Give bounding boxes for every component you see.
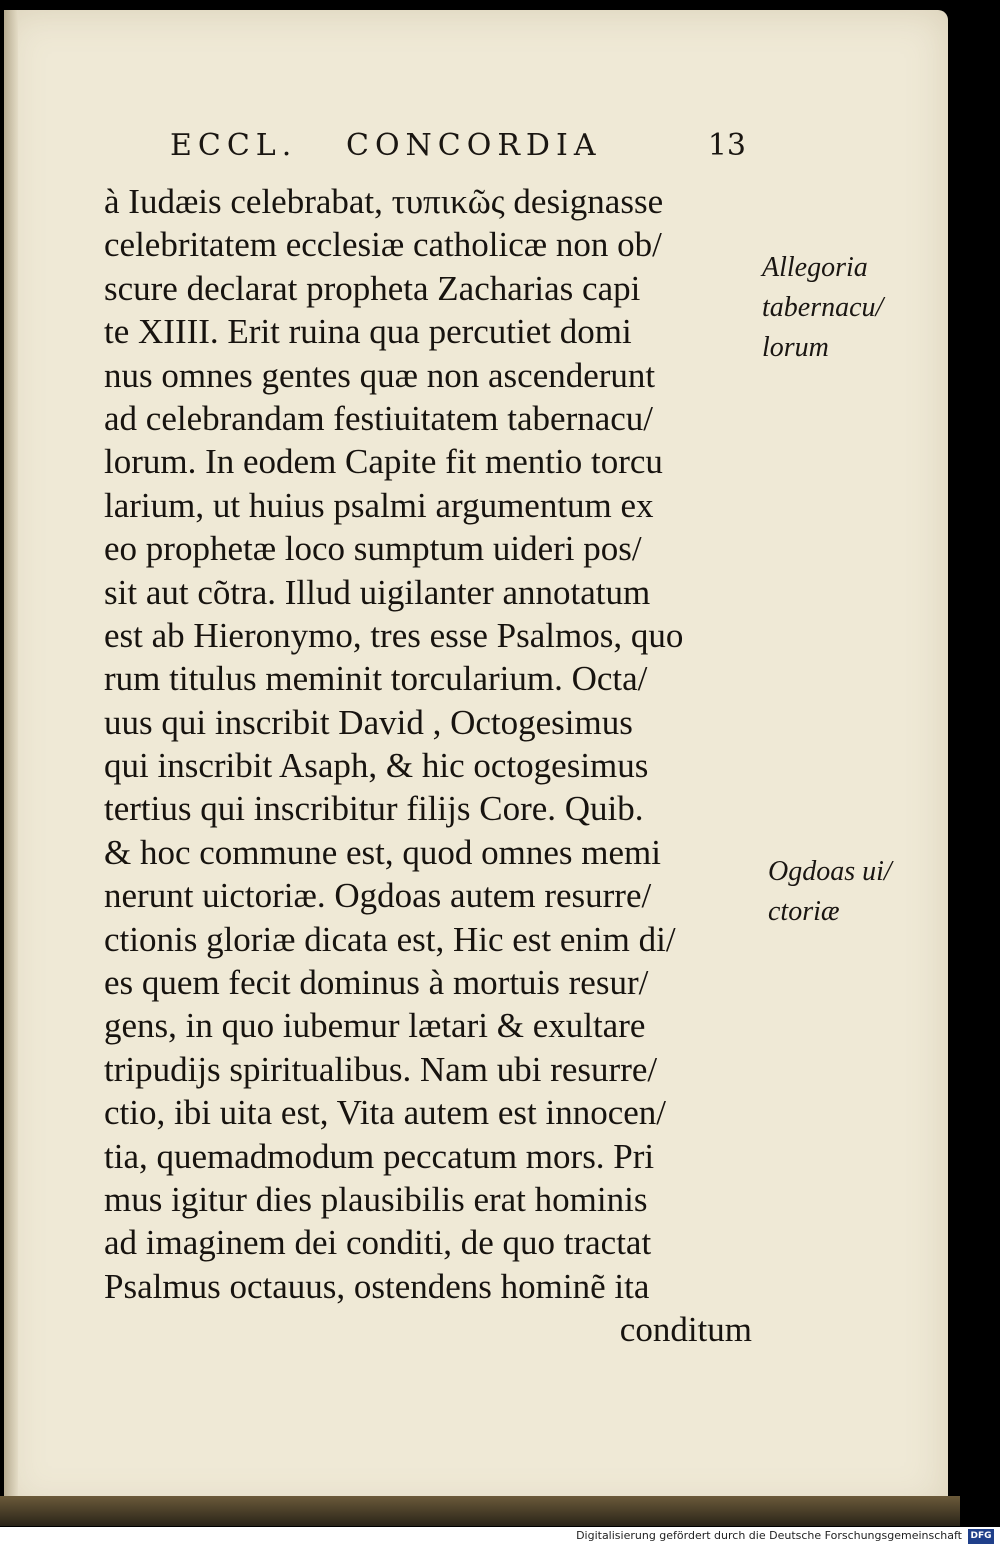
margin-note-line: Allegoria — [762, 252, 868, 283]
margin-note-ogdoas — [768, 852, 892, 932]
text-line: mus igitur dies plausibilis erat hominis — [104, 1179, 648, 1219]
text-line: rum titulus meminit torcularium. Octa/ — [104, 659, 648, 699]
text-line: ctio, ibi uita est, Vita autem est innocen/ — [104, 1093, 666, 1133]
text-line: est ab Hieronymo, tres esse Psalmos, quo — [104, 615, 684, 655]
text-line: tia, quemadmodum peccatum mors. Pri — [104, 1136, 655, 1176]
margin-note-line: ctoriæ — [768, 896, 840, 927]
header-title: CONCORDIA — [346, 128, 602, 163]
text-line: larium, ut huius psalmi argumentum ex — [104, 485, 654, 525]
main-text-block — [104, 180, 754, 1352]
text-line: à Iudæis celebrabat, τυπικῶς designasse — [104, 182, 664, 221]
text-line: eo prophetæ loco sumptum uideri pos/ — [104, 529, 642, 569]
text-line: es quem fecit dominus à mortuis resur/ — [104, 963, 649, 1003]
header-signature: ECCL. — [170, 128, 298, 163]
page-spine-shadow — [4, 10, 18, 1510]
dfg-logo: DFG — [968, 1529, 994, 1544]
text-line: nus omnes gentes quæ non ascenderunt — [104, 355, 656, 395]
margin-note-line: tabernacu/ — [762, 292, 884, 323]
text-line: lorum. In eodem Capite fit mentio torcu — [104, 442, 663, 482]
text-line: ctionis gloriæ dicata est, Hic est enim di/ — [104, 919, 676, 959]
text-line: ad celebrandam festiuitatem tabernacu/ — [104, 398, 654, 438]
running-header — [170, 128, 750, 168]
text-line: te XIIII. Erit ruina qua percutiet domi — [104, 312, 632, 352]
text-line: qui inscribit Asaph, & hic octogesimus — [104, 746, 649, 786]
text-line: uus qui inscribit David , Octogesimus — [104, 702, 633, 742]
footer-credit: Digitalisierung gefördert durch die Deutsche Forschungsgemeinschaft — [576, 1529, 962, 1542]
margin-note-line: Ogdoas ui/ — [768, 856, 892, 887]
text-line: scure declarat propheta Zacharias capi — [104, 268, 641, 308]
margin-note-line: lorum — [762, 332, 829, 363]
text-line: nerunt uictoriæ. Ogdoas autem resurre/ — [104, 876, 652, 916]
folio-number: 13 — [707, 128, 746, 163]
text-line: & hoc commune est, quod omnes memi — [104, 832, 661, 872]
margin-note-allegoria — [762, 248, 883, 368]
digitization-footer — [0, 1527, 1000, 1547]
text-line: ad imaginem dei conditi, de quo tractat — [104, 1223, 652, 1263]
catchword: conditum — [619, 1310, 752, 1350]
text-line: sit aut cõtra. Illud uigilanter annotatum — [104, 572, 651, 612]
text-line: Psalmus octauus, ostendens hominẽ ita — [104, 1266, 650, 1306]
book-bottom-edge — [0, 1496, 960, 1526]
text-line: tripudijs spiritualibus. Nam ubi resurre/ — [104, 1049, 658, 1089]
text-line: tertius qui inscribitur filijs Core. Quib. — [104, 789, 644, 829]
text-line: celebritatem ecclesiæ catholicæ non ob/ — [104, 225, 662, 265]
text-line: gens, in quo iubemur lætari & exultare — [104, 1006, 646, 1046]
